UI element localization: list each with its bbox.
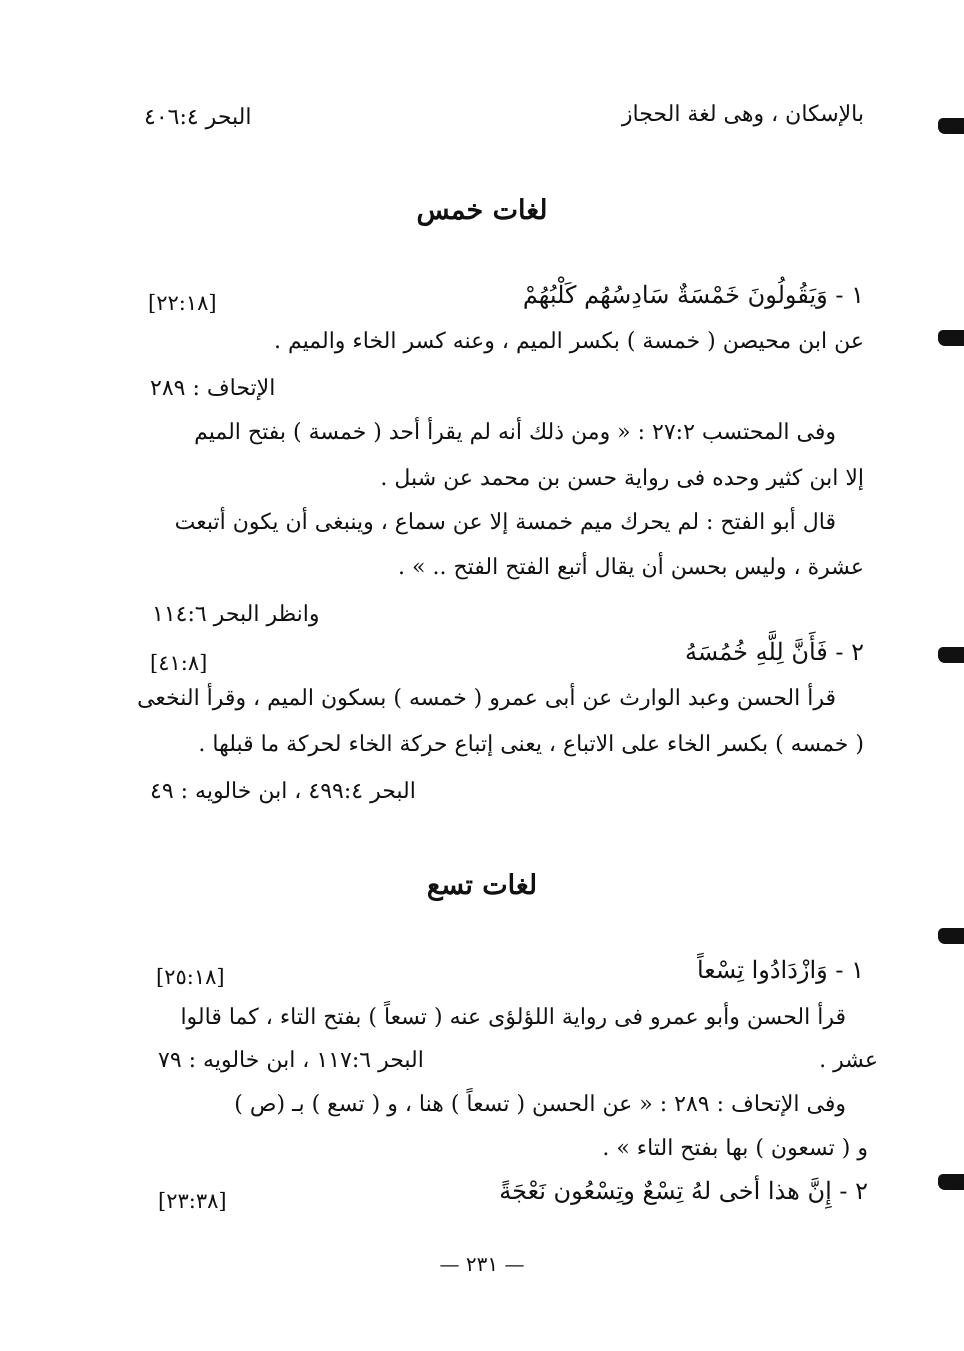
commentary-line: عن ابن محيصن ( خمسة ) بكسر الميم ، وعنه كسر الخاء والميم . — [274, 329, 864, 354]
commentary-line: قرأ الحسن وأبو عمرو فى رواية اللؤلؤى عنه ( تسعاً ) بفتح التاء ، كما قالوا — [180, 1005, 846, 1030]
commentary-line: قال أبو الفتح : لم يحرك ميم خمسة إلا عن سماع ، وينبغى أن يكون أتبعت — [174, 510, 836, 535]
commentary-line: عشر . — [819, 1048, 878, 1073]
section-heading-khams: لغات خمس — [416, 195, 548, 226]
commentary-line: وفى الإتحاف : ٢٨٩ : « عن الحسن ( تسعاً ) هنا ، و ( تسع ) بـ (ص ) — [234, 1092, 846, 1117]
quran-verse-1: ١ - وَيَقُولُونَ خَمْسَةٌ سَادِسُهُم كَلْبُهُمْ — [522, 281, 864, 309]
verse-reference-4: [٢٣:٣٨] — [158, 1189, 227, 1213]
source-citation: البحر ١١٧:٦ ، ابن خالويه : ٧٩ — [158, 1048, 424, 1073]
commentary-line: قرأ الحسن وعبد الوارث عن أبى عمرو ( خمسه ) بسكون الميم ، وقرأ النخعى — [137, 686, 836, 711]
commentary-line: عشرة ، وليس بحسن أن يقال أتبع الفتح الفتح .. » . — [398, 555, 864, 580]
quran-verse-4: ٢ - إِنَّ هذا أخى لهُ تِسْعٌ وتِسْعُون نَعْجَةً — [499, 1177, 868, 1205]
source-citation: الإتحاف : ٢٨٩ — [150, 376, 276, 401]
scan-edge-mark — [938, 330, 964, 346]
page-number: — ٢٣١ — — [439, 1252, 525, 1276]
scan-edge-mark — [938, 118, 964, 134]
scan-edge-mark — [938, 928, 964, 944]
source-citation: البحر ٤٩٩:٤ ، ابن خالويه : ٤٩ — [150, 779, 416, 804]
source-citation: وانظر البحر ١١٤:٦ — [152, 602, 320, 627]
quran-verse-3: ١ - وَازْدَادُوا تِسْعاً — [696, 956, 864, 984]
commentary-line: وفى المحتسب ٢٧:٢ : « ومن ذلك أنه لم يقرأ أحد ( خمسة ) بفتح الميم — [194, 420, 836, 445]
commentary-line: إلا ابن كثير وحده فى رواية حسن بن محمد عن شبل . — [380, 466, 864, 491]
commentary-line: ( خمسه ) بكسر الخاء على الاتباع ، يعنى إتباع حركة الخاء لحركة ما قبلها . — [198, 732, 864, 757]
scan-edge-mark — [938, 647, 964, 663]
verse-reference-1: [٢٢:١٨] — [148, 291, 217, 315]
verse-reference-3: [٢٥:١٨] — [156, 965, 225, 989]
scan-edge-mark — [938, 1174, 964, 1190]
running-header-right: بالإسكان ، وهى لغة الحجاز — [621, 102, 864, 127]
running-header-left: البحر ٤٠٦:٤ — [144, 105, 252, 130]
verse-reference-2: [٤١:٨] — [150, 651, 208, 675]
quran-verse-2: ٢ - فَأَنَّ لِلَّهِ خُمُسَهُ — [684, 638, 864, 666]
commentary-line: و ( تسعون ) بها بفتح التاء » . — [602, 1136, 868, 1161]
section-heading-tis: لغات تسع — [426, 870, 538, 901]
